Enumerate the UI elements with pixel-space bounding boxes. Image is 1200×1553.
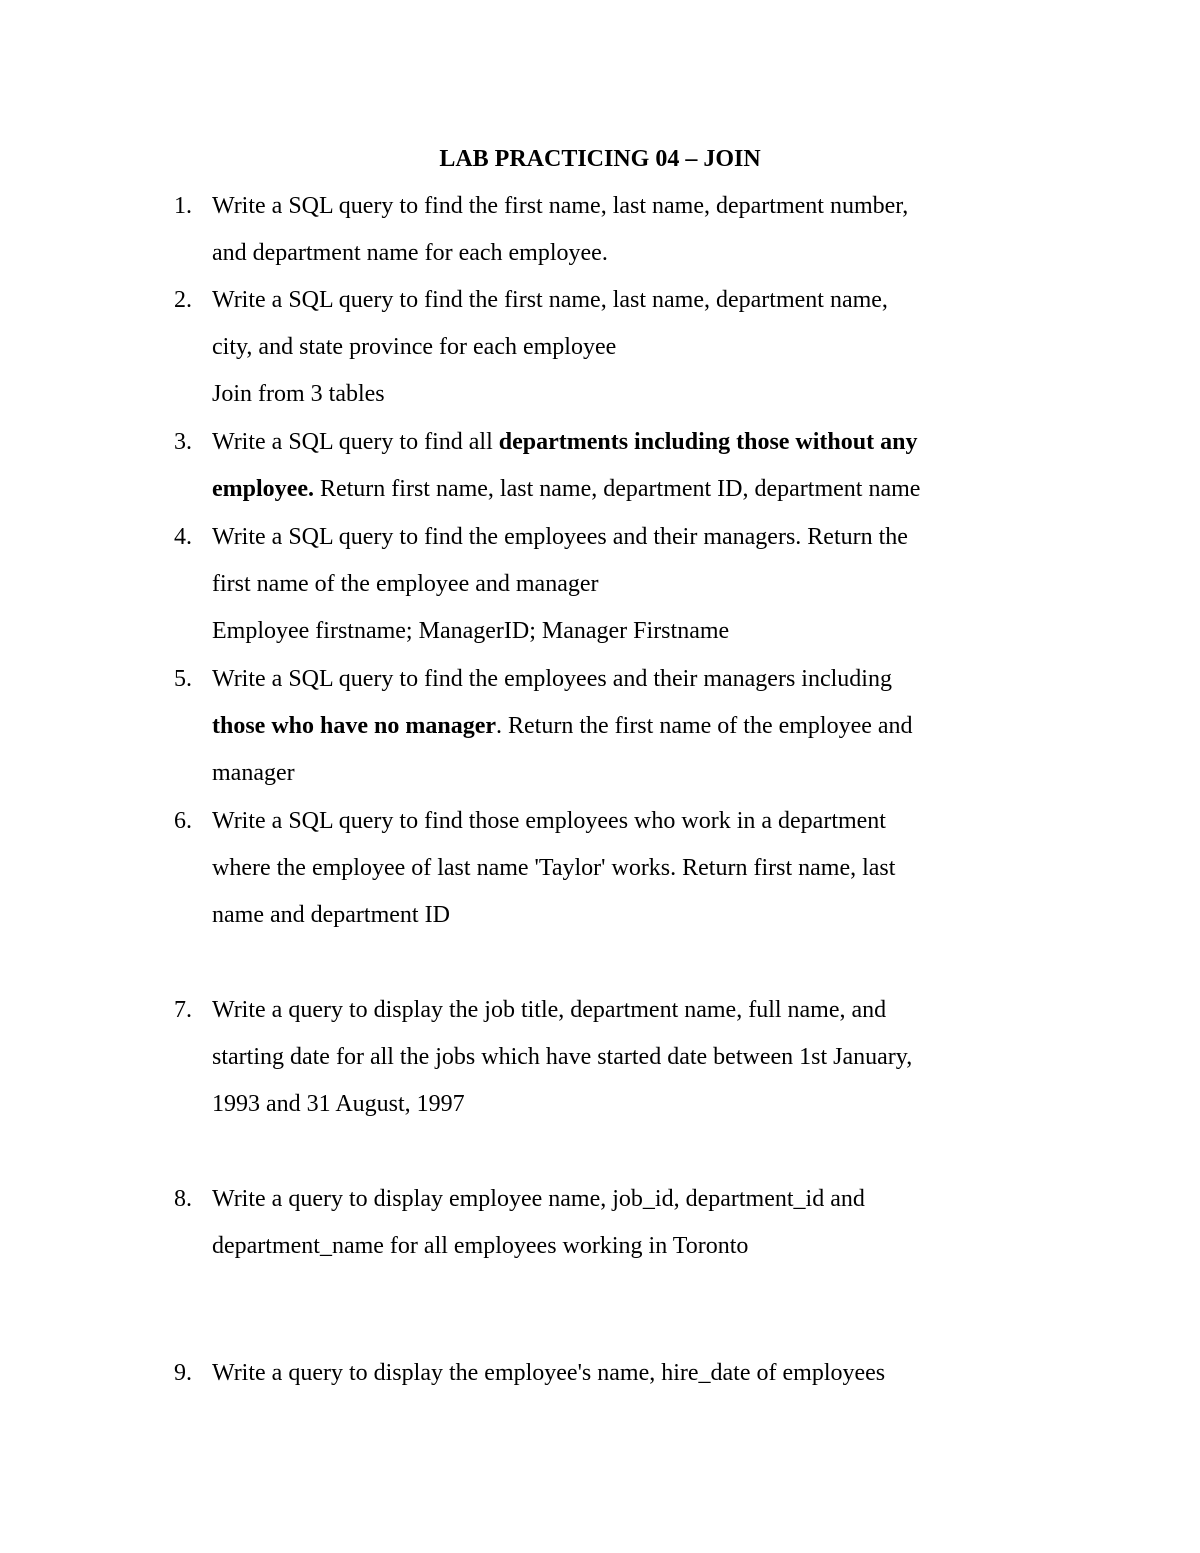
question-number: 6. <box>174 808 192 834</box>
question-line: Write a SQL query to find those employees who work in a department <box>212 808 886 834</box>
question-number: 5. <box>174 666 192 692</box>
question-text-plain: . Return the first name of the employee and <box>496 713 913 739</box>
question-line: Write a SQL query to find the employees and their managers. Return the <box>212 524 908 550</box>
question-number: 7. <box>174 997 192 1023</box>
question-text <box>212 656 1052 797</box>
question-line: starting date for all the jobs which have started date between 1st January, <box>212 1044 913 1070</box>
question-text-plain: Return first name, last name, department ID, department name <box>313 476 921 502</box>
question-line: Write a SQL query to find the employees and their managers including <box>212 666 892 692</box>
question-line: Write a query to display employee name, job_id, department_id and <box>212 1186 865 1212</box>
question-number: 8. <box>174 1186 192 1212</box>
question-line: name and department ID <box>212 902 450 928</box>
question-line: Join from 3 tables <box>212 381 385 407</box>
document-title: LAB PRACTICING 04 – JOIN <box>439 146 761 172</box>
question-line: 1993 and 31 August, 1997 <box>212 1091 465 1117</box>
question-line: where the employee of last name 'Taylor' works. Return first name, last <box>212 855 896 881</box>
question-line: Employee firstname; ManagerID; Manager Firstname <box>212 618 730 644</box>
question-text-plain: Write a SQL query to find all <box>212 429 499 455</box>
question-text-bold: those who have no manager <box>212 713 497 739</box>
question-line: city, and state province for each employee <box>212 334 617 360</box>
question-text <box>212 277 1052 418</box>
question-line: department_name for all employees working in Toronto <box>212 1233 749 1259</box>
question-line <box>212 703 1052 750</box>
question-line: first name of the employee and manager <box>212 571 599 597</box>
question-text <box>212 419 1052 513</box>
question-text-bold: employee. <box>212 476 314 502</box>
question-number: 1. <box>174 193 192 219</box>
question-text <box>212 1176 1052 1270</box>
question-number: 9. <box>174 1360 192 1386</box>
question-line: and department name for each employee. <box>212 240 608 266</box>
question-line: Write a query to display the employee's name, hire_date of employees <box>212 1360 886 1386</box>
question-line: Write a SQL query to find the first name, last name, department name, <box>212 287 888 313</box>
question-text-bold: departments including those without any <box>498 429 918 455</box>
question-line: Write a query to display the job title, department name, full name, and <box>212 997 887 1023</box>
question-number: 3. <box>174 429 192 455</box>
question-text <box>212 798 1052 939</box>
question-text <box>212 987 1052 1128</box>
question-line <box>212 466 1052 513</box>
question-line <box>212 419 1052 466</box>
question-number: 4. <box>174 524 192 550</box>
question-text <box>212 183 1052 277</box>
question-text <box>212 1350 1052 1397</box>
question-line: manager <box>212 760 295 786</box>
question-line: Write a SQL query to find the first name, last name, department number, <box>212 193 909 219</box>
question-number: 2. <box>174 287 192 313</box>
question-text <box>212 514 1052 655</box>
